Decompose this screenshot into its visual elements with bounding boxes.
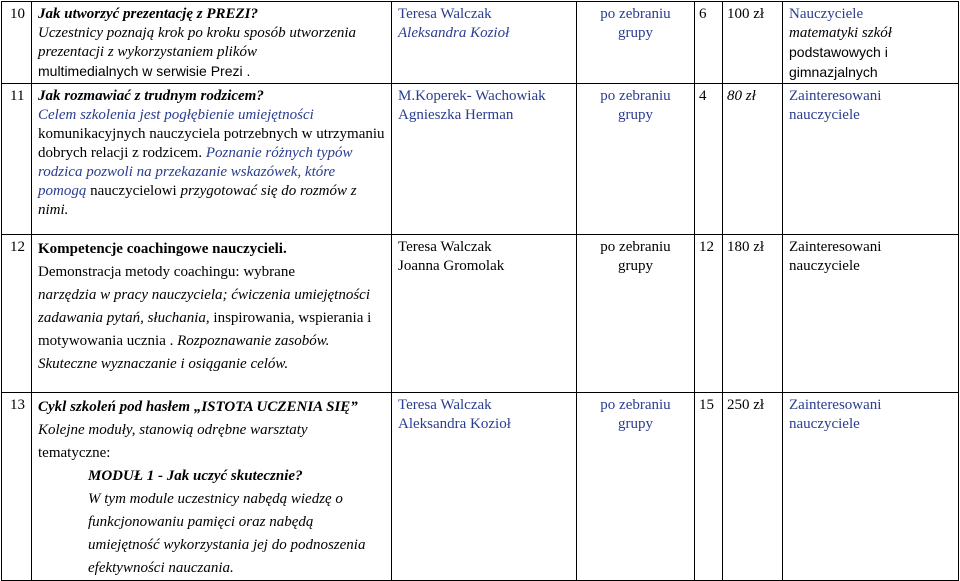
- course-description: [32, 393, 392, 581]
- course-desc-line: komunikacyjnych nauczyciela potrzebnych w utrzymaniu dobrych relacji z rodzicem.: [38, 126, 385, 161]
- row-number: 12: [2, 235, 32, 393]
- trainer-name: Teresa Walczak: [398, 239, 492, 255]
- course-desc-line: tematyczne:: [38, 445, 111, 461]
- training-table: [1, 1, 959, 581]
- course-title: Kompetencje coachingowe nauczycieli.: [38, 241, 287, 257]
- course-desc-line: Demonstracja metody coachingu: wybrane: [38, 264, 295, 280]
- schedule-mode: po zebraniu grupy: [577, 393, 695, 581]
- course-title: Cykl szkoleń pod hasłem „ISTOTA UCZENIA SIĘ”: [38, 399, 358, 415]
- audience-line: podstawowych i gimnazjalnych: [789, 44, 888, 80]
- course-desc-line: przygotować się do rozmów z nimi.: [38, 183, 357, 218]
- course-title: Jak rozmawiać z trudnym rodzicem?: [38, 88, 264, 104]
- price: 180 zł: [723, 235, 783, 393]
- trainer-name: Aleksandra Kozioł: [398, 25, 510, 41]
- trainer-name: Teresa Walczak: [398, 397, 492, 413]
- hours: 4: [695, 84, 723, 235]
- course-desc-line: narzędzia w pracy nauczyciela; ćwiczenia umiejętności zadawania pytań, słuchania,: [38, 287, 371, 326]
- schedule-mode: po zebraniu grupy: [577, 2, 695, 84]
- course-desc-line: nauczycielowi: [90, 183, 177, 199]
- course-description: [32, 84, 392, 235]
- course-desc-line: Kolejne moduły, stanowią odrębne warsztaty: [38, 422, 308, 438]
- price: 100 zł: [723, 2, 783, 84]
- hours: 15: [695, 393, 723, 581]
- trainer-name: Agnieszka Herman: [398, 107, 514, 123]
- course-desc-line: inspirowania, wspierania i motywowania ucznia .: [38, 310, 372, 349]
- course-desc-line: Celem szkolenia jest pogłębienie umiejętności: [38, 107, 314, 123]
- course-description: [32, 2, 392, 84]
- course-desc-line: Rozpoznawanie zasobów. Skuteczne wyznaczanie i osiąganie celów.: [38, 333, 330, 372]
- hours: 6: [695, 2, 723, 84]
- table-row: [2, 393, 959, 581]
- audience: Zainteresowani nauczyciele: [783, 393, 959, 581]
- audience-line: matematyki szkół: [789, 25, 892, 41]
- course-description: [32, 235, 392, 393]
- audience: [783, 2, 959, 84]
- audience: Zainteresowani nauczyciele: [783, 235, 959, 393]
- table-row: [2, 235, 959, 393]
- trainer-name: Aleksandra Kozioł: [398, 416, 511, 432]
- trainers: [392, 2, 577, 84]
- schedule-mode: po zebraniu grupy: [577, 235, 695, 393]
- trainers: [392, 84, 577, 235]
- row-number: 10: [2, 2, 32, 84]
- trainer-name: Joanna Gromolak: [398, 258, 505, 274]
- course-title: Jak utworzyć prezentację z PREZI?: [38, 6, 258, 22]
- course-desc-line: Uczestnicy poznają krok po kroku sposób utworzenia prezentacji z wykorzystaniem plików: [38, 25, 357, 60]
- trainers: [392, 393, 577, 581]
- price: 80 zł: [723, 84, 783, 235]
- row-number: 13: [2, 393, 32, 581]
- trainer-name: M.Koperek- Wachowiak: [398, 88, 546, 104]
- table-row: [2, 84, 959, 235]
- audience-line: Nauczyciele: [789, 6, 864, 22]
- trainers: [392, 235, 577, 393]
- table-row: [2, 2, 959, 84]
- course-desc-line: multimedialnych w serwisie Prezi .: [38, 63, 251, 79]
- schedule-mode: po zebraniu grupy: [577, 84, 695, 235]
- hours: 12: [695, 235, 723, 393]
- course-desc-line: W tym module uczestnicy nabędą wiedzę o funkcjonowaniu pamięci oraz nabędą umiejętność wykorzystania jej do podnoszenia efektywności nauczania.: [88, 491, 366, 576]
- row-number: 11: [2, 84, 32, 235]
- module-title: MODUŁ 1 - Jak uczyć skutecznie?: [88, 468, 303, 484]
- trainer-name: Teresa Walczak: [398, 6, 492, 22]
- audience: Zainteresowani nauczyciele: [783, 84, 959, 235]
- course-desc-line: Poznanie różnych typów rodzica pozwoli na przekazanie wskazówek, które pomogą: [38, 145, 353, 199]
- price: 250 zł: [723, 393, 783, 581]
